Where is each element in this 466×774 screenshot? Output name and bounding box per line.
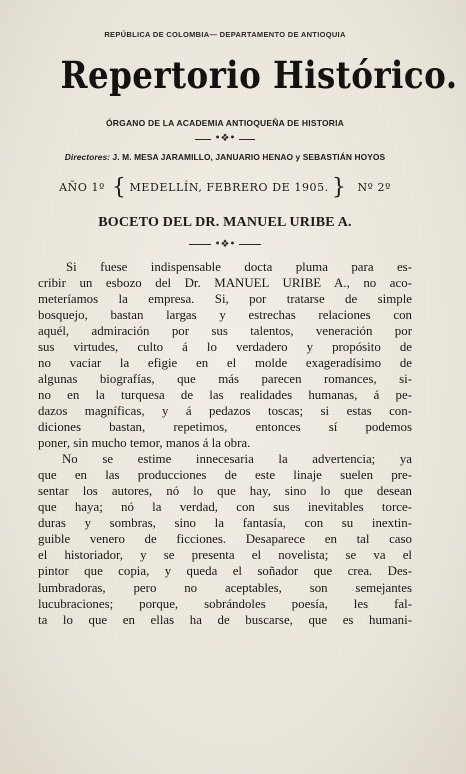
left-brace-icon: {	[111, 175, 127, 200]
text-line: no en la turquesa de las realidades humanas, á pe-	[38, 387, 412, 402]
ornament-divider	[38, 240, 412, 250]
text-line: bosquejo, bastan largas y estrechas relaciones con	[38, 307, 412, 322]
text-line: el historiador, y se presenta el novelista; se va el	[38, 548, 412, 563]
directors-names: J. M. MESA JARAMILLO, JANUARIO HENAO y SEBASTIÁN HOYOS	[112, 152, 386, 162]
text-line: sentar los autores, nó lo que hay, sino lo que desean	[38, 484, 412, 499]
text-line: meteríamos la empresa. Si, por tratarse de simple	[38, 291, 412, 306]
masthead-title: Repertorio Histórico.	[60, 53, 458, 97]
text-line: lumbradoras, pero no aceptables, son semejantes	[38, 580, 412, 595]
right-brace-icon: }	[331, 175, 347, 200]
article-title: BOCETO DEL DR. MANUEL URIBE A.	[98, 214, 352, 230]
text-line: que en las producciones de este linaje suelen pre-	[38, 468, 412, 483]
directors-line	[38, 152, 412, 162]
issue-line	[38, 175, 412, 200]
issue-number: Nº 2º	[357, 181, 391, 195]
text-line: diciones bastan, repetimos, entonces sí podemos	[38, 420, 412, 435]
ornament-line	[189, 244, 211, 245]
ornament-line	[239, 244, 261, 245]
text-line: dazos magníficas, y á pedazos toscas; si estas con-	[38, 404, 412, 419]
directors-label: Directores:	[64, 152, 111, 162]
issue-place-date: MEDELLÍN, FEBRERO DE 1905.	[129, 181, 329, 195]
text-line: Si fuese indispensable docta pluma para es-	[66, 259, 412, 274]
text-line: guible venero de ficciones. Desaparece en tal caso	[38, 532, 412, 547]
text-line: poner, sin mucho temor, manos á la obra.	[38, 436, 251, 451]
ornament-line	[239, 139, 255, 140]
text-line: pintor que copia, y queda el soñador que crea. Des-	[38, 564, 412, 579]
article-body	[38, 259, 412, 628]
text-line: que haya; nó la verdad, con sus inevitables torce-	[38, 500, 412, 515]
ornament-line	[195, 139, 211, 140]
issue-year: AÑO 1º	[59, 181, 105, 195]
text-line: no vaciar la efigie en el molde exageradísimo de	[38, 355, 412, 370]
ornament-divider	[38, 134, 412, 144]
text-line: lucubraciones; porque, sobrándoles poesía, les fal-	[38, 596, 412, 611]
subtitle: ÓRGANO DE LA ACADEMIA ANTIOQUEÑA DE HISTORIA	[106, 118, 344, 128]
ornament-flourish-icon: •❖•	[214, 133, 236, 144]
ornament-flourish-icon: •❖•	[214, 238, 236, 250]
text-line: duras y sombras, sino la fantasía, con su inextin-	[38, 516, 412, 531]
text-line: No se estime innecesaria la advertencia; ya	[62, 452, 412, 467]
text-line: ta lo que en ellas ha de buscarse, que es humani-	[38, 612, 412, 627]
top-line: REPÚBLICA DE COLOMBIA— DEPARTAMENTO DE ANTIOQUIA	[104, 30, 346, 39]
text-line: cribir un esbozo del Dr. MANUEL URIBE A., no aco-	[38, 275, 412, 290]
text-line: algunas biografías, que más parecen romances, si-	[38, 371, 412, 386]
text-line: aquél, admiración por sus talentos, veneración por	[38, 323, 412, 338]
text-line: sus virtudes, culto á lo verdadero y propósito de	[38, 339, 412, 354]
